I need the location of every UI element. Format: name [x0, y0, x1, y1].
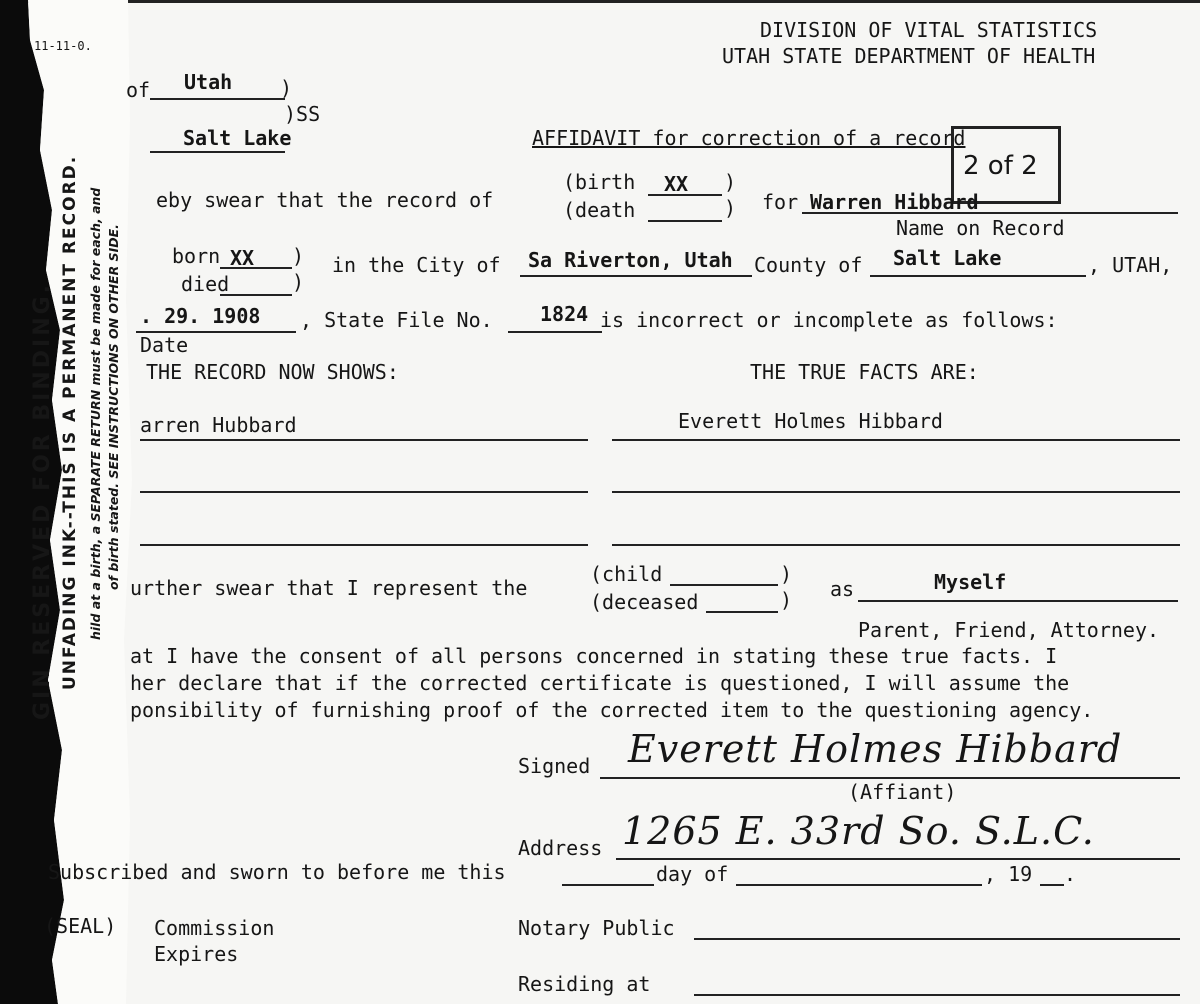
state-line — [150, 98, 285, 100]
as-value: Myself — [934, 570, 1007, 594]
state-prefix: of — [126, 78, 151, 102]
affiant-signature: Everett Holmes Hibbard — [628, 727, 1123, 771]
address-value: 1265 E. 33rd So. S.L.C. — [622, 809, 1095, 853]
true-facts-line-2 — [612, 491, 1180, 493]
header-division: DIVISION OF VITAL STATISTICS — [760, 18, 1098, 42]
record-name: Warren Hibbard — [810, 190, 979, 214]
birth-label: (birth — [563, 170, 636, 194]
died-label: died — [181, 272, 230, 296]
record-now-shows-header: THE RECORD NOW SHOWS: — [146, 360, 399, 384]
year-prefix: , 19 — [984, 862, 1033, 886]
day-line — [562, 884, 654, 886]
true-facts-line-1 — [612, 439, 1180, 441]
state-file-line — [508, 331, 602, 333]
true-facts-line-3 — [612, 544, 1180, 546]
state-value: Utah — [184, 70, 233, 94]
ss-label: )SS — [284, 102, 321, 126]
subscribed-statement: Subscribed and sworn to before me this — [48, 860, 506, 884]
address-line — [616, 858, 1180, 860]
residing-at-label: Residing at — [518, 972, 651, 996]
expires-label: Expires — [154, 942, 239, 966]
city-label: in the City of — [332, 253, 501, 277]
represent-caption: Parent, Friend, Attorney. — [858, 618, 1160, 642]
born-mark: XX — [230, 246, 255, 270]
address-label: Address — [518, 836, 603, 860]
affidavit-document: 11-11-0. GIN RESERVED FOR BINDING. UNFADING INK--THIS IS A PERMANENT RECORD. hild at a birth, a SEPARATE RETURN must be made for each, and of birth stated. SEE INSTRUCTIONS ON OTHER SIDE. DIVISION OF VITAL STATISTICS UTAH STATE DEPARTMENT OF HEALTH of Utah ) )SS Salt Lake AFFIDAVIT for correction of a record 2 of 2 eby swear that the record of (birth XX ) (death ) for Warren Hibbard Name on Record born XX ) died ) in the City of Sa Riverton, Utah County of Salt Lake , UTAH, . 29. 1908 Date , State File No. 1824 is incorrect or incomplete as follows: THE RECORD NOW SHOWS: THE TRUE FACTS ARE: arren Hubbard Everett Holmes Hibbard urther swear that I represent the (child ) (deceased ) as Myself Parent, Friend, Attorney. at I have the consent of all persons concerned in stating these true facts. I her declare that if the corrected certificate is questioned, I will assume the ponsibility of furnishing proof of the corrected item to the questioning agency. Signed Everett Holmes Hibbard (Affiant) Address 1265 E. 33rd So. S.L.C. Subscribed and sworn to before me this day of , 19 . (SEAL) Commission Expires Notary Public Residing at — [0, 0, 1200, 1004]
header-department: UTAH STATE DEPARTMENT OF HEALTH — [722, 44, 1096, 68]
date-value: . 29. 1908 — [140, 304, 261, 328]
born-label: born — [172, 244, 221, 268]
swear-lead: eby swear that the record of — [156, 188, 494, 212]
as-line — [858, 600, 1178, 602]
record-now-value: arren Hubbard — [140, 413, 297, 437]
year-line — [1040, 884, 1064, 886]
for-label: for — [762, 190, 799, 214]
margin-ink-text: UNFADING INK--THIS IS A PERMANENT RECORD. — [60, 154, 80, 690]
commission-label: Commission — [154, 916, 275, 940]
state-file-label: , State File No. — [300, 308, 493, 332]
margin-binding-text: GIN RESERVED FOR BINDING. — [30, 281, 55, 720]
form-code: 11-11-0. — [34, 39, 92, 53]
consent-line-1: at I have the consent of all persons concerned in stating these true facts. I — [130, 644, 1058, 668]
represent-lead: urther swear that I represent the — [130, 576, 528, 600]
city-line — [520, 275, 752, 277]
record-name-caption: Name on Record — [896, 216, 1065, 240]
incorrect-statement: is incorrect or incomplete as follows: — [600, 308, 1058, 332]
notary-public-label: Notary Public — [518, 916, 675, 940]
margin-instructions-text: of birth stated. SEE INSTRUCTIONS ON OTHER SIDE. — [106, 224, 121, 590]
deceased-label: (deceased — [590, 590, 699, 614]
state-file-number: 1824 — [540, 302, 589, 326]
margin-separate-return-text: hild at a birth, a SEPARATE RETURN must be made for each, and — [88, 187, 103, 640]
state-suffix: , UTAH, — [1088, 253, 1173, 277]
true-facts-value: Everett Holmes Hibbard — [678, 409, 943, 433]
day-of-label: day of — [656, 862, 729, 886]
birth-mark: XX — [664, 172, 689, 196]
signature-line — [600, 777, 1180, 779]
record-now-line-1 — [140, 439, 588, 441]
true-facts-header: THE TRUE FACTS ARE: — [750, 360, 979, 384]
affiant-caption: (Affiant) — [848, 780, 957, 804]
consent-line-3: ponsibility of furnishing proof of the corrected item to the questioning agency. — [130, 698, 1094, 722]
stamp-page-number: 2 of 2 — [963, 151, 1038, 181]
record-name-line — [802, 212, 1178, 214]
venue-county-value: Salt Lake — [183, 126, 292, 150]
as-label: as — [830, 577, 855, 601]
child-label: (child — [590, 562, 663, 586]
county-label: County of — [754, 253, 863, 277]
record-now-line-2 — [140, 491, 588, 493]
death-label: (death — [563, 198, 636, 222]
signed-label: Signed — [518, 754, 591, 778]
date-caption: Date — [140, 333, 189, 357]
seal-label: (SEAL) — [44, 914, 117, 938]
notary-public-line — [694, 938, 1180, 940]
city-value: Sa Riverton, Utah — [528, 248, 733, 272]
county-value: Salt Lake — [893, 246, 1002, 270]
consent-line-2: her declare that if the corrected certificate is questioned, I will assume the — [130, 671, 1070, 695]
document-title: AFFIDAVIT for correction of a record — [532, 126, 966, 150]
month-line — [736, 884, 982, 886]
residing-at-line — [694, 994, 1180, 996]
record-now-line-3 — [140, 544, 588, 546]
county-line — [870, 275, 1086, 277]
venue-county-line — [150, 151, 285, 153]
top-border — [0, 0, 1200, 3]
